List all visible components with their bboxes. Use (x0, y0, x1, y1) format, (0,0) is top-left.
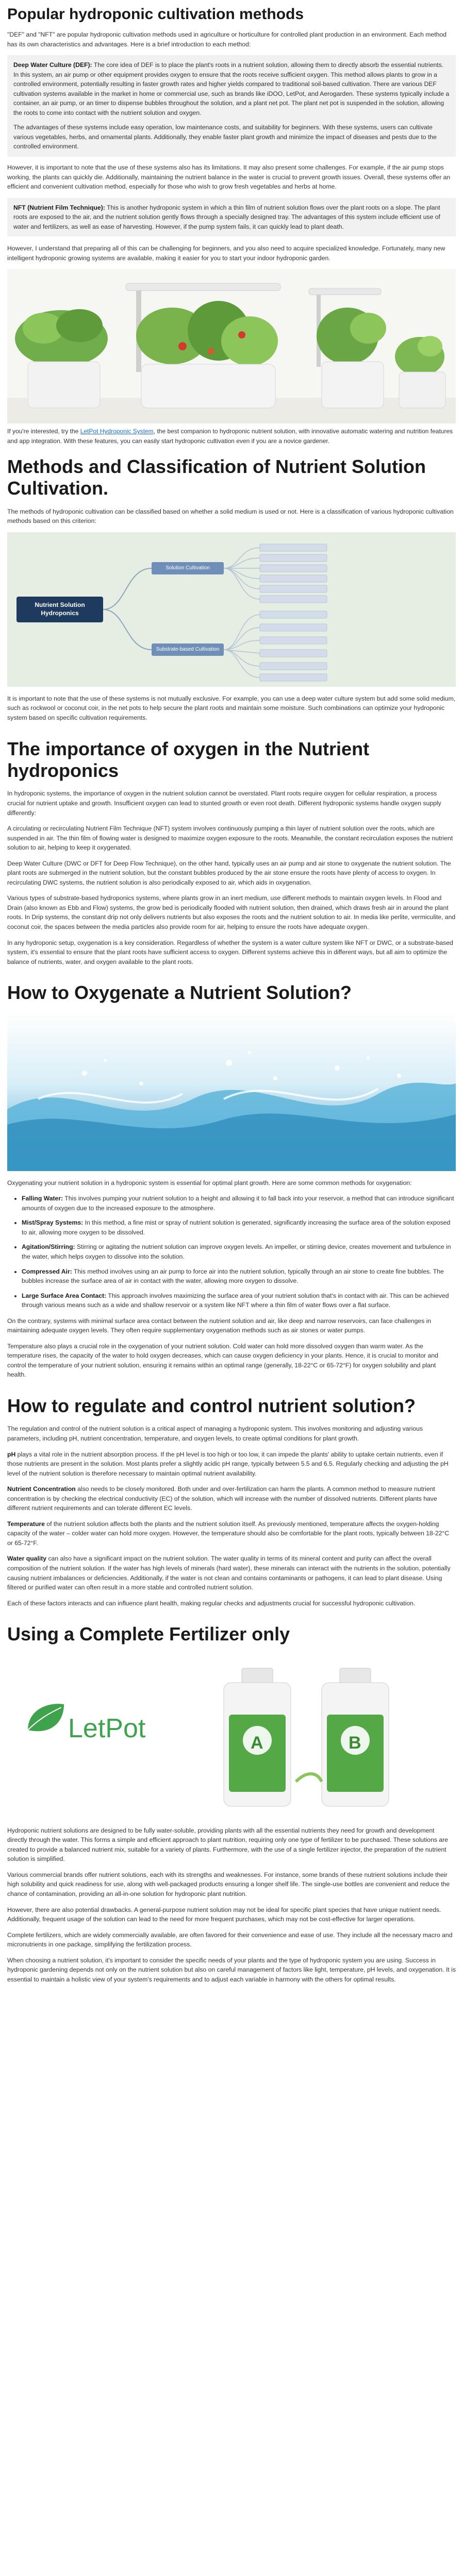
caption-prefix: If you're interested, try the (7, 428, 80, 435)
regulate-water-quality-paragraph (7, 1554, 456, 1592)
regulate-concentration-paragraph (7, 1484, 456, 1513)
regulate-outro: Each of these factors interacts and can influence plant health, making regular checks and adjustments crucial for successful hydroponic cultivation. (7, 1599, 416, 1607)
how-oxygenate-heading: How to Oxygenate a Nutrient Solution? (7, 982, 352, 1004)
method-text: This method involves using an air pump to force air into the nutrient solution, typically through an air stone to create fine bubbles. The bubbles increase the surface area of air in contact with the water, allowing more oxygen to dissolve. (22, 1267, 444, 1285)
fertilizer-paragraph-4: Complete fertilizers, which are widely commercially available, are often favored for their convenience and ease of use. They include all the necessary macro and micronutrients in one package, simplifying the fertilization process. (7, 1931, 453, 1948)
oxygen-paragraph-4: Various types of substrate-based hydroponics systems, where plants grow in an inert medium, use different methods to maintain oxygen levels. In Flood and Drain (also known as Ebb and Flow) systems, the grow bed is periodically flooded with nutrient solution, then drained, which draws fresh air in around the plant roots. In Drip systems, the constant drip not only delivers nutrients but also exposes the roots and the nutrient solution to air. In media like perlite, vermiculite, and coconut coir, the spaces between the media particles also provide room for air, helping to ensure the roots have adequate oxygen. (7, 894, 456, 931)
nft-paragraph (13, 203, 450, 232)
fertilizer-paragraph-1: Hydroponic nutrient solutions are designed to be fully water-soluble, providing plants with all the essential nutrients they need for growth and development directly through the water. This forms a simple and efficient approach to plant nutrition, requiring only one type of fertilizer to be purchased. These solutions are created to provide a balanced nutrient mix, suitable for a variety of plants. Furthermore, with the use of a single fertilizer injector, the preparation of the nutrient solution is simplified. (7, 1826, 448, 1863)
planter-left (15, 309, 108, 408)
list-item (22, 1242, 456, 1261)
mindmap-branch-solution (152, 562, 224, 574)
how-oxygenate-paragraph-2: On the contrary, systems with minimal surface area contact between the nutrient solution and air, like deep and narrow reservoirs, can face challenges in maintaining adequate oxygen levels. They often require supplementary oxygenation methods such as air stones or water pumps. (7, 1317, 432, 1334)
intro-paragraph: "DEF" and "NFT" are popular hydroponic cultivation methods used in agriculture or horticulture for controlled plant production in an environment. Each method has its own characteristics and advantages. Here is a brief introduction to each method: (7, 31, 447, 48)
regulate-text: of the nutrient solution affects both the plants and the nutrient solution itself. As previously mentioned, temperature affects the oxygen-holding capacity of the water – colder water can hold more oxygen. However, the temperature should also be comfortable for the plant roots, typically between 18-22°C or 65-72°F. (7, 1520, 450, 1547)
article (7, 0, 456, 1984)
hydroponic-garden-illustration (7, 269, 456, 423)
water-splash-illustration (7, 1011, 456, 1171)
bottle-b-label: B (349, 1733, 361, 1753)
mindmap-branch-solution-label: Solution Cultivation (166, 565, 210, 571)
fertilizer-heading: Using a Complete Fertilizer only (7, 1623, 290, 1645)
fertilizer-paragraph-3: However, there are also potential drawbacks. A general-purpose nutrient solution may not be ideal for specific plant species that have unique nutrient needs. Additionally, frequent usage of the solution can lead to the need for more frequent purchases, which may not be cost-effective for larger operations. (7, 1906, 441, 1923)
list-item (22, 1291, 456, 1310)
method-text: This involves pumping your nutrient solution to a height and allowing it to fall back into your reservoir, a method that can introduce significant amounts of oxygen due to the increased exposure to the atmosphere. (22, 1195, 454, 1212)
def-paragraph (13, 60, 450, 117)
bottle-a-label: A (251, 1733, 263, 1753)
oxygen-paragraph-1: In hydroponic systems, the importance of oxygen in the nutrient solution cannot be overstated. Plant roots require oxygen for cellular respiration, a process crucial for nutrient uptake and growth. Insufficient oxygen can lead to stunted growth or even root death. Different hydroponic systems handle oxygen supply differently: (7, 790, 441, 817)
def-however-paragraph: However, it is important to note that the use of these systems also has its limitations. It may also present some challenges. For example, if the air pump stops working, the plants can quickly die. Additionally, maintaining the nutrient balance in the water is crucial to prevent growth issues. Overall, these systems offer an efficient and convenient cultivation method, especially for those who wish to grow fresh vegetables and herbs at home. (7, 164, 451, 191)
oxygen-heading: The importance of oxygen in the Nutrient hydroponics (7, 738, 370, 781)
nft-label: NFT (Nutrient Film Technique): (13, 204, 105, 211)
regulate-label: Temperature (7, 1520, 45, 1528)
mindmap-branch-substrate (152, 643, 224, 656)
regulate-text: also needs to be closely monitored. Both under and over-fertilization can harm the plants. A common method to measure nutrient concentration is by checking the electrical conductivity (EC) of the solution, which will increase with the number of dissolved nutrients. Different plants have different nutrient requirements and can tolerate different EC levels. (7, 1485, 437, 1512)
regulate-heading: How to regulate and control nutrient solution? (7, 1395, 416, 1416)
oxygenation-methods-list (7, 1194, 456, 1310)
water-splash-image (7, 1011, 456, 1171)
fertilizer-product-image (7, 1653, 456, 1818)
regulate-label: Water quality (7, 1555, 47, 1563)
oxygen-paragraph-5: In any hydroponic setup, oxygenation is a key consideration. Regardless of whether the system is a water culture system like NFT or DWC, or a substrate-based system, it's essential to ensure that the plant roots have sufficient access to oxygen. Different systems achieve this in different ways, but all aim to optimize the balance of nutrients, water, and oxygen available to the plant roots. (7, 939, 453, 965)
oxygen-paragraph-3: Deep Water Culture (DWC or DFT for Deep Flow Technique), on the other hand, typically uses an air pump and air stone to oxygenate the nutrient solution. The plant roots are submerged in the nutrient solution, but the constant bubbles produced by the air stone ensure the roots have plenty of access to oxygen. In recirculating DWC systems, the nutrient solution is also periodically exposed to air, which aids in oxygenation. (7, 859, 451, 886)
list-item (22, 1267, 456, 1286)
oxygen-paragraph-2: A circulating or recirculating Nutrient Film Technique (NFT) system involves continuously pumping a thin layer of nutrient solution over the roots, which are suspended in air. The thin film of flowing water is designed to maximize oxygen exposure to the roots. Meanwhile, the constant recirculation exposes the nutrient solution to air, helping to keep it oxygenated. (7, 825, 453, 852)
regulate-temperature-paragraph (7, 1519, 456, 1548)
nft-info-box (7, 198, 456, 237)
caption-suffix: , the best companion to hydroponic nutrient solution, with innovative automatic watering and nutrition features and app integration. With these features, you can easily start hydroponic cultivation even if you are a novice gardener. (7, 428, 453, 445)
list-item (22, 1194, 456, 1213)
list-item (22, 1218, 456, 1237)
def-info-box (7, 55, 456, 157)
regulate-label: Nutrient Concentration (7, 1485, 76, 1493)
nft-text: This is another hydroponic system in which a thin film of nutrient solution flows over the plant roots on a slope. The plant roots are exposed to the air, and the nutrient solution gently flows through a specially designed tray. The advantages of this system include efficient use of water and fertilizers, as well as ease of harvesting. However, if the pump system fails, it can quickly lead to plant death. (13, 204, 440, 230)
def-text: The core idea of DEF is to place the plant's roots in a nutrient solution, allowing them to directly absorb the essential nutrients. In this system, an air pump or other equipment provides oxygen to ensure that the roots receive sufficient oxygen. This method allows plants to grow in a controlled environment, potentially resulting in faster growth rates and higher yields compared to traditional soil-based cultivation. There are various DEF cultivation systems available in the market in home or commercial use, such as brands like iDOO, LetPot, and Aerogarden. These systems typically include a container, an air pump, or an timer to dispense bubbles throughout the solution, and a plant net pot. The plant net pot is suspended in the solution, allowing the roots to come into contact with the nutrient solution and oxygen. (13, 61, 450, 116)
method-text: This approach involves maximizing the surface area of your nutrient solution that's in contact with air. This can be achieved through various means such as a wide and shallow reservoir or a system like NFT where a thin film of water flows over a flat surface. (22, 1292, 449, 1309)
method-label: Large Surface Area Contact: (22, 1292, 107, 1299)
mindmap-root-node (16, 597, 103, 622)
regulate-intro: The regulation and control of the nutrient solution is a critical aspect of managing a hydroponic system. This involves monitoring and adjusting various parameters, including pH, nutrient concentration, temperature, and oxygen levels, to create optimal conditions for plant growth. (7, 1425, 423, 1442)
regulate-text: plays a vital role in the nutrient absorption process. If the pH level is too high or too low, it can impede the plants' ability to uptake certain nutrients, even if those nutrients are present in the solution. Most plants prefer a slightly acidic pH range, typically between 5.5 and 6.5. Regularly checking and adjusting the pH level of the nutrient solution is therefore necessary to maintain optimal nutrient availability. (7, 1450, 449, 1477)
method-label: Agitation/Stirring: (22, 1243, 75, 1251)
hydroponic-garden-image (7, 269, 456, 423)
methods-heading: Methods and Classification of Nutrient Solution Cultivation. (7, 455, 426, 499)
method-label: Compressed Air: (22, 1267, 72, 1275)
nft-however-paragraph: However, I understand that preparing all of this can be challenging for beginners, and you also need to acquire specialized knowledge. Fortunately, many new intelligent hydroponic growing systems are available, making it easier for you to start your indoor hydroponic garden. (7, 245, 445, 262)
regulate-ph-paragraph (7, 1450, 456, 1479)
regulate-text: can also have a significant impact on the nutrient solution. The water quality in terms of its mineral content and purity can affect the overall composition of the nutrient solution. If the water has high levels of minerals (hard water), these minerals can interact with the nutrients in the solution, potentially causing nutrient imbalances or deficiencies. Additionally, if the water is not clean and contains contaminants or pathogens, it can lead to plant disease. Using filtered or purified water can often result in a more stable and controlled nutrient solution. (7, 1555, 451, 1591)
how-oxygenate-intro: Oxygenating your nutrient solution in a hydroponic system is essential for optimal plant growth. Here are some common methods for oxygenation: (7, 1179, 412, 1187)
regulate-label: pH (7, 1450, 16, 1458)
fertilizer-paragraph-5: When choosing a nutrient solution, it's important to consider the specific needs of your plants and the type of hydroponic system you are using. Success in hydroponic gardening depends not only on the nutrient solution but also on careful management of factors like light, temperature, pH levels, and oxygenation. It is essential to maintain a holistic view of your system's requirements and to adjust each variable in harmony with the others for optimal results. (7, 1956, 456, 1983)
method-label: Falling Water: (22, 1195, 63, 1202)
def-advantages-paragraph: The advantages of these systems include easy operation, low maintenance costs, and suitability for beginners. With these systems, users can cultivate various vegetables, herbs, and ornamental plants. Additionally, they enable faster plant growth and minimize the impact of diseases and pests due to the controlled environment. (13, 124, 437, 150)
letpot-system-link[interactable]: LetPot Hydroponic System (80, 428, 154, 435)
letpot-brand-text: LetPot (68, 1713, 146, 1743)
fertilizer-paragraph-2: Various commercial brands offer nutrient solutions, each with its strengths and weaknesses. For instance, some brands of these nutrient solutions include their high solubility and quick readiness for use, along with well-packaged products ensuring a longer shelf life. The single-use bottles are convenient and reduce the chance of contamination, providing an all-in-one solution for hydroponic plant nutrition. (7, 1871, 450, 1897)
method-text: Stirring or agitating the nutrient solution can improve oxygen levels. An impeller, or stirring device, creates movement and turbulence in the water, which helps oxygen to dissolve into the solution. (22, 1243, 451, 1260)
how-oxygenate-paragraph-3: Temperature also plays a crucial role in the oxygenation of your nutrient solution. Cold water can hold more dissolved oxygen than warm water. As the temperature rises, the capacity of the water to hold oxygen decreases, which can cause oxygen deficiency in your plants. Hence, it is crucial to monitor and control the temperature of your nutrient solution, ensuring it remains within an optimal range (generally, 18-22°C or 65-72°F) for oxygen solubility and plant health. (7, 1342, 438, 1379)
methods-note-paragraph: It is important to note that the use of these systems is not mutually exclusive. For example, you can use a deep water culture system but add some solid medium, such as rockwool or coconut coir, in the net pots to help secure the plant roots and maintain some moisture. Such combinations can optimize your hydroponic system based on specific cultivation requirements. (7, 694, 456, 721)
page-title: Popular hydroponic cultivation methods (7, 6, 304, 23)
mindmap-branch-substrate-label: Substrate-based Cultivation (156, 647, 220, 653)
methods-intro-paragraph: The methods of hydroponic cultivation can be classified based on whether a solid medium is used or not. Here is a classification of various hydroponic cultivation methods based on this criterion: (7, 507, 454, 525)
method-label: Mist/Spray Systems: (22, 1219, 84, 1227)
planter-far-right (395, 336, 445, 408)
def-label: Deep Water Culture (DEF): (13, 61, 92, 69)
classification-mindmap (7, 532, 456, 687)
product-caption (7, 427, 456, 445)
method-text: In this method, a fine mist or spray of nutrient solution is generated, significantly increasing the surface area of the solution exposed to air, allowing more oxygen to be dissolved. (22, 1219, 451, 1236)
mindmap-root-label: Nutrient Solution Hydroponics (35, 601, 85, 617)
